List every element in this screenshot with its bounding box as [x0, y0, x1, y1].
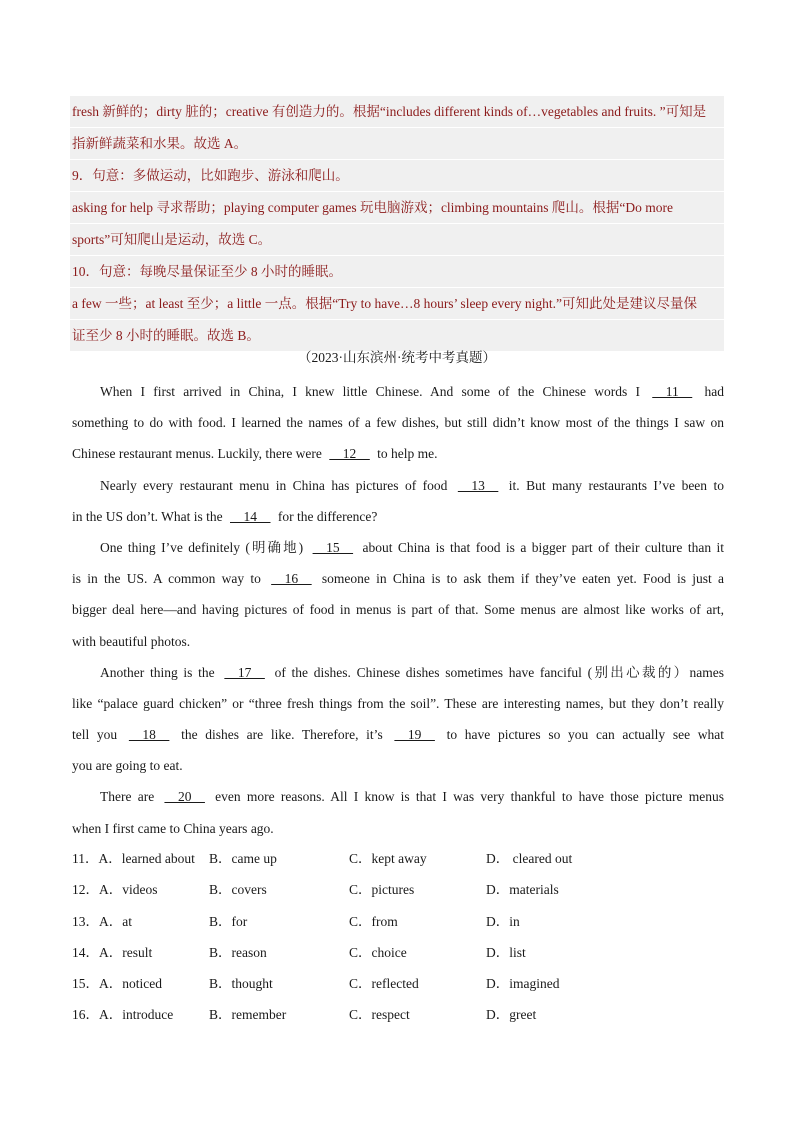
option-c[interactable]: C．reflected: [349, 976, 419, 992]
passage-line: in the US don’t. What is the 14 for the difference?: [72, 501, 724, 532]
question-13-options: [72, 906, 724, 937]
blank-17[interactable]: 17: [224, 664, 265, 680]
option-b[interactable]: B．for: [209, 913, 248, 929]
blank-19[interactable]: 19: [394, 727, 435, 743]
blank-13[interactable]: 13: [457, 477, 499, 493]
option-d[interactable]: D．materials: [486, 882, 559, 898]
answer-line: asking for help 寻求帮助；playing computer games 玩电脑游戏；climbing mountains 爬山。根据“Do more: [70, 192, 724, 224]
option-a[interactable]: 12．A．videos: [72, 882, 158, 898]
option-c[interactable]: C．kept away: [349, 851, 427, 866]
question-12-options: [72, 874, 724, 905]
option-d[interactable]: D．in: [486, 913, 520, 929]
passage-line: Nearly every restaurant menu in China has pictures of food 13 it. But many restaurants I’ve been to: [72, 470, 724, 501]
option-a[interactable]: 16．A．introduce: [72, 1007, 174, 1023]
option-c[interactable]: C．pictures: [349, 882, 415, 898]
blank-12[interactable]: 12: [329, 446, 370, 462]
passage-line: tell you 18 the dishes are like. Therefore, it’s 19 to have pictures so you can actually see what: [72, 719, 724, 750]
passage-line: is in the US. A common way to 16 someone in China is to ask them if they’ve eaten yet. Food is just a: [72, 563, 724, 594]
option-a[interactable]: 13．A．at: [72, 913, 132, 929]
passage-line: When I first arrived in China, I knew little Chinese. And some of the Chinese words I 11 had: [72, 376, 724, 407]
passage-line: you are going to eat.: [72, 758, 183, 774]
answer-line: 证至少 8 小时的睡眠。故选 B。: [70, 320, 724, 352]
option-c[interactable]: C．from: [349, 913, 398, 929]
blank-15[interactable]: 15: [312, 539, 354, 555]
option-c[interactable]: C．respect: [349, 1007, 410, 1023]
passage-line: There are 20 even more reasons. All I know is that I was very thankful to have those picture menus: [72, 781, 724, 812]
option-d[interactable]: D．list: [486, 944, 526, 960]
option-d[interactable]: D．imagined: [486, 976, 560, 992]
option-c[interactable]: C．choice: [349, 944, 407, 960]
blank-18[interactable]: 18: [128, 727, 170, 743]
answer-line: 指新鲜蔬菜和水果。故选 A。: [70, 128, 724, 160]
option-d[interactable]: D． cleared out: [486, 851, 573, 866]
blank-20[interactable]: 20: [164, 789, 205, 805]
option-b[interactable]: B．thought: [209, 976, 273, 992]
passage-line: like “palace guard chicken” or “three fresh things from the soil”. These are interesting names, but they don’t really: [72, 695, 724, 711]
passage-line: with beautiful photos.: [72, 633, 191, 649]
answer-line: fresh 新鲜的；dirty 脏的；creative 有创造力的。根据“includes different kinds of…vegetables and fruits. ”可知是: [70, 96, 724, 128]
source-citation: （2023·山东滨州·统考中考真题）: [298, 350, 496, 365]
question-11-options: [72, 843, 724, 874]
option-b[interactable]: B．remember: [209, 1007, 287, 1023]
option-d[interactable]: D．greet: [486, 1007, 537, 1023]
passage-line: One thing I’ve definitely (明确地) 15 about China is that food is a bigger part of their culture than it: [72, 532, 724, 563]
passage-line: Chinese restaurant menus. Luckily, there were 12 to help me.: [72, 438, 724, 469]
cloze-passage: [72, 376, 724, 844]
blank-16[interactable]: 16: [271, 571, 312, 587]
passage-line: something to do with food. I learned the names of a few dishes, but still didn’t know most of the things I saw on: [72, 415, 724, 431]
option-b[interactable]: B．reason: [209, 944, 267, 960]
options-list: [72, 843, 724, 1031]
question-15-options: [72, 968, 724, 999]
option-a[interactable]: 15．A．noticed: [72, 976, 162, 992]
answer-line: sports”可知爬山是运动，故选 C。: [70, 224, 724, 256]
passage-line: when I first came to China years ago.: [72, 820, 274, 836]
answer-line: 9．句意：多做运动，比如跑步、游泳和爬山。: [70, 160, 724, 192]
answer-explanation-box: [70, 96, 724, 352]
option-a[interactable]: 11．A．learned about: [72, 851, 195, 866]
question-14-options: [72, 937, 724, 968]
answer-line: a few 一些；at least 至少；a little 一点。根据“Try to have…8 hours’ sleep every night.”可知此处是建议尽量保: [70, 288, 724, 320]
blank-11[interactable]: 11: [652, 384, 693, 399]
blank-14[interactable]: 14: [230, 508, 271, 524]
passage-line: Another thing is the 17 of the dishes. Chinese dishes sometimes have fanciful (别出心裁的）names: [72, 657, 724, 688]
question-16-options: [72, 999, 724, 1030]
passage-line: bigger deal here—and having pictures of food in menus is part of that. Some menus are almost like works of art,: [72, 602, 724, 618]
answer-line: 10．句意：每晚尽量保证至少 8 小时的睡眠。: [70, 256, 724, 288]
option-b[interactable]: B．came up: [209, 851, 277, 866]
option-b[interactable]: B．covers: [209, 882, 267, 898]
option-a[interactable]: 14．A．result: [72, 944, 153, 960]
